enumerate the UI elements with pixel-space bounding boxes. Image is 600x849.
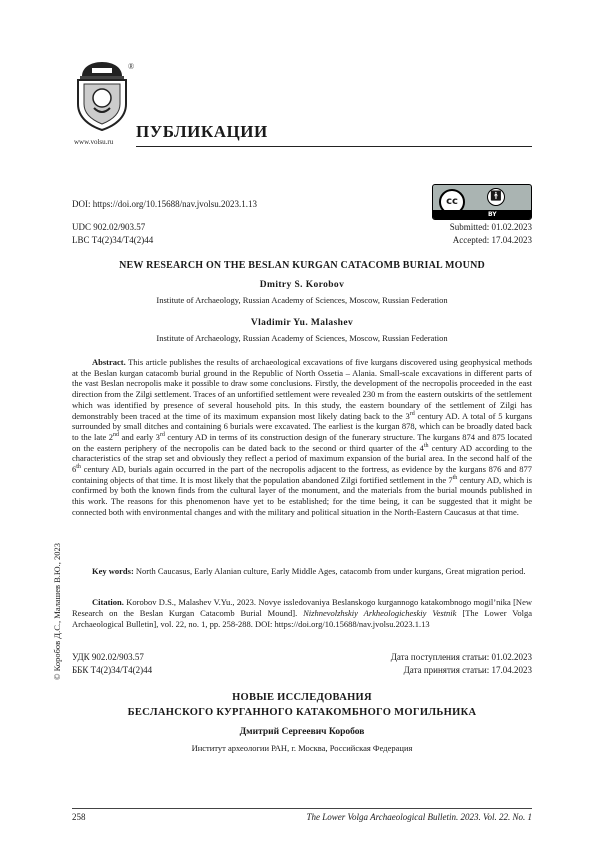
article-title: NEW RESEARCH ON THE BESLAN KURGAN CATACOMB BURIAL MOUND: [119, 260, 485, 271]
journal-name: Nizhnevolzhskiy Arkheologicheskiy Vestnik: [303, 608, 457, 618]
citation-label: Citation.: [92, 597, 124, 607]
author-affiliation-ru: Институт археологии РАН, г. Москва, Российская Федерация: [191, 743, 413, 753]
page-number: 258: [72, 812, 86, 822]
udc-code-ru: УДК 902.02/903.57: [72, 652, 144, 662]
author-name: Vladimir Yu. Malashev: [250, 318, 354, 328]
udc-code: UDC 902.02/903.57: [72, 222, 146, 232]
cc-by-license-badge[interactable]: [432, 184, 532, 220]
registered-mark: ®: [128, 62, 135, 71]
article-title-ru: [72, 690, 532, 720]
university-seal-logo: [72, 60, 135, 132]
title-ru-line: НОВЫЕ ИССЛЕДОВАНИЯ: [232, 692, 372, 703]
keywords-label: Key words:: [92, 566, 134, 576]
lbc-code-ru: ББК Т4(2)34/Т4(2)44: [72, 665, 153, 675]
section-title: ПУБЛИКАЦИИ: [136, 122, 268, 141]
badge-bottom-strip: [433, 210, 531, 219]
author-name-ru: Дмитрий Сергеевич Коробов: [239, 727, 365, 737]
abstract-label: Abstract.: [92, 357, 126, 367]
keywords-paragraph: Key words: North Caucasus, Early Alanian culture, Early Middle Ages, catacomb from under kurgans, Great migration period.: [92, 566, 526, 576]
footer-divider: [72, 808, 532, 809]
author-affiliation: Institute of Archaeology, Russian Academy of Sciences, Moscow, Russian Federation: [156, 295, 448, 305]
abstract-paragraph: Abstract. This article publishes the results of archaeological excavations of five kurgans discovered using geophysical methods at the Beslan kurgan catacomb burial ground in the Republic of North Ossetia – Alania. Small-scale excavations in different parts of the vast Beslan necropolis make it possible to draw some conclusions. Firstly, the development of the necropolis proceeded in the east direction from the Zilgi settlement. Traces of an unfortified settlement were revealed 230 m from the eastern outskirts of the settlement which was identified by presence of several household pits. In this study, the eastern boundary of the settlement of Zilgi has demonstrably been traced at the time of its maximum expansion most likely dating back to the 3rd century AD. A total of 5 kurgans surrounded by small ditches and containing 6 burials were excavated. The earliest is the kurgan 878, which can be broadly dated back to the late 2nd and early 3rd century AD in terms of its construction design of the funerary structure. The kurgans 874 and 875 located on the eastern periphery of the necropolis can be dated back to the second or third quarter of the 4th century AD according to the characteristics of the strap set and obviously they reflect a period of maximum expansion of the burial area. In the second half of the 6th century AD, burials again occurred in the part of the necropolis adjacent to the fortress, as evidence by the kurgans 876 and 877 containing objects of that time. It is most likely that the population abandoned Zilgi fortified settlement in the 7th century AD, which is confirmed by both the known finds from the cultural layer of the monument, and the materials from the burial mounds published in this work. The reasons for this phenomenon have yet to be established; for the time being, it can be suggested that it might be connected both with environmental changes and with the military and political situation in the North-Eastern Caucasus at that time.: [72, 357, 532, 517]
accepted-date-ru: Дата принятия статьи: 17.04.2023: [403, 665, 532, 675]
submitted-date-ru: Дата поступления статьи: 01.02.2023: [390, 652, 532, 662]
doi-link[interactable]: DOI: https://doi.org/10.15688/nav.jvolsu.2023.1.13: [72, 199, 258, 209]
person-icon: 🚹︎: [487, 188, 505, 206]
university-url-link[interactable]: www.volsu.ru: [74, 138, 114, 146]
title-ru-line: БЕСЛАНСКОГО КУРГАННОГО КАТАКОМБНОГО МОГИЛЬНИКА: [127, 707, 477, 718]
author-name: Dmitry S. Korobov: [259, 280, 345, 290]
citation-paragraph: Citation. Korobov D.S., Malashev V.Yu., 2023. Novye issledovaniya Beslanskogo kurgannogo katakombnogo mogil’nika [New Research on the Beslan Kurgan Catacomb Burial Mound]. Nizhnevolzhskiy Arkheologicheskiy Vestnik [The Lower Volga Archaeological Bulletin], vol. 22, no. 1, pp. 258-288. DOI: https://doi.org/10.15688/nav.jvolsu.2023.1.13: [72, 597, 532, 629]
section-divider: [136, 146, 532, 147]
copyright-vertical: © Коробов Д.С., Малашев В.Ю., 2023: [52, 542, 62, 680]
submitted-date: Submitted: 01.02.2023: [449, 222, 532, 232]
journal-running-footer: The Lower Volga Archaeological Bulletin. 2023. Vol. 22. No. 1: [306, 812, 532, 822]
lbc-code: LBC Т4(2)34/Т4(2)44: [72, 235, 154, 245]
by-label: BY: [488, 211, 497, 218]
author-affiliation: Institute of Archaeology, Russian Academy of Sciences, Moscow, Russian Federation: [156, 333, 448, 343]
accepted-date: Accepted: 17.04.2023: [452, 235, 532, 245]
creative-commons-icon: cc: [439, 189, 465, 215]
